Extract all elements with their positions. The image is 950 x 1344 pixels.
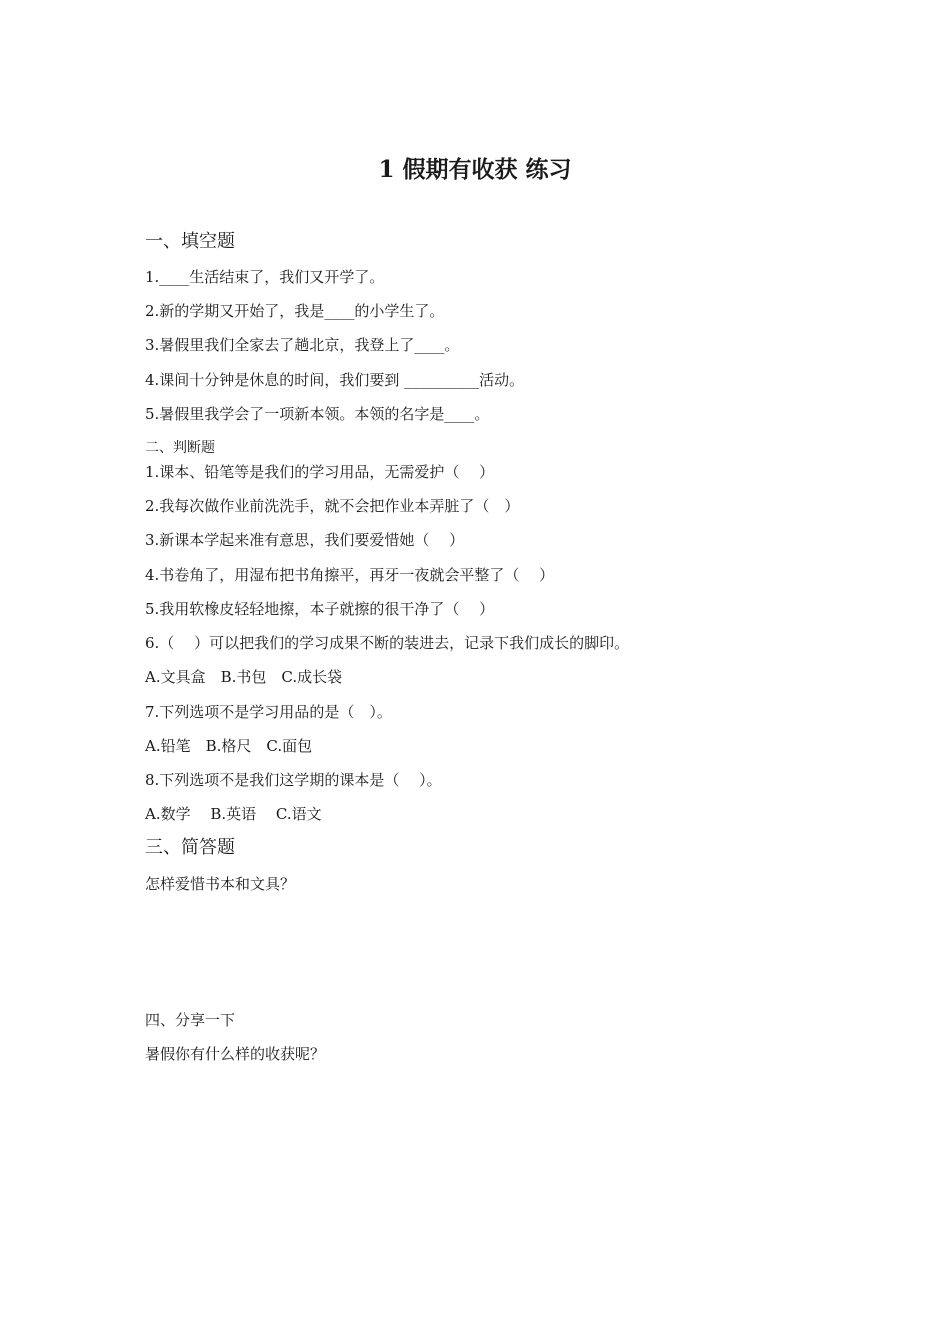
section-heading-fill-blank: 一、填空题 <box>145 231 235 252</box>
choice-question-7: 7.下列选项不是学习用品的是（ ）。 <box>145 703 392 721</box>
choice-question-6: 6.（ ）可以把我们的学习成果不断的装进去，记录下我们成长的脚印。 <box>145 634 630 652</box>
true-false-item-4: 4.书卷角了，用湿布把书角擦平，再牙一夜就会平整了（ ） <box>145 566 555 584</box>
section-heading-short-answer: 三、简答题 <box>145 837 235 858</box>
choice-options-6: A.文具盒 B.书包 C.成长袋 <box>145 668 343 686</box>
true-false-item-2: 2.我每次做作业前洗洗手，就不会把作业本弄脏了（ ） <box>145 497 520 515</box>
fill-blank-item-4: 4.课间十分钟是休息的时间，我们要到 __________活动。 <box>145 371 525 389</box>
true-false-item-1: 1.课本、铅笔等是我们的学习用品，无需爱护（ ） <box>145 463 495 481</box>
section-heading-share: 四、分享一下 <box>145 1011 236 1029</box>
choice-options-7: A.铅笔 B.格尺 C.面包 <box>145 737 313 755</box>
short-answer-question: 怎样爱惜书本和文具？ <box>145 875 296 893</box>
section-heading-true-false: 二、判断题 <box>145 440 215 456</box>
choice-question-8: 8.下列选项不是我们这学期的课本是（ ）。 <box>145 771 442 789</box>
share-question: 暑假你有什么样的收获呢？ <box>145 1045 326 1063</box>
choice-options-8: A.数学 B.英语 C.语文 <box>145 805 322 823</box>
fill-blank-item-2: 2.新的学期又开始了，我是____的小学生了。 <box>145 302 445 320</box>
true-false-item-5: 5.我用软橡皮轻轻地擦，本子就擦的很干净了（ ） <box>145 600 495 618</box>
page-title: 1 假期有收获 练习 <box>378 156 572 183</box>
fill-blank-item-1: 1.____生活结束了，我们又开学了。 <box>145 268 385 286</box>
fill-blank-item-3: 3.暑假里我们全家去了趟北京，我登上了____。 <box>145 336 460 354</box>
true-false-item-3: 3.新课本学起来准有意思，我们要爱惜她（ ） <box>145 531 465 549</box>
fill-blank-item-5: 5.暑假里我学会了一项新本领。本领的名字是____。 <box>145 405 490 423</box>
